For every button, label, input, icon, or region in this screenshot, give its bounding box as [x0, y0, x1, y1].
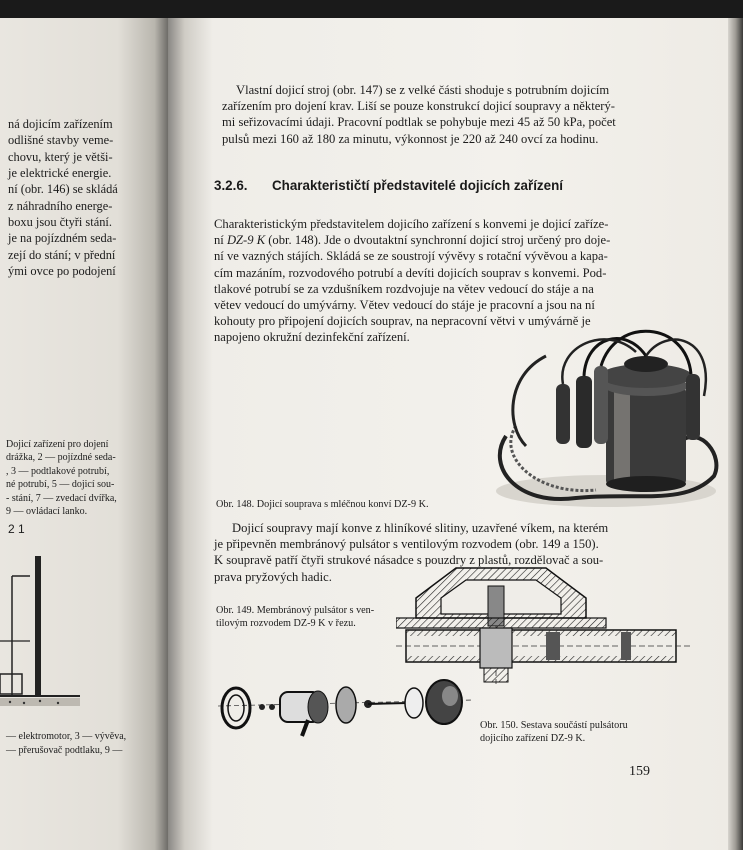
text-line: zařízením pro dojení krav. Liší se pouze konstrukcí dojicí soupravy a některý-: [222, 99, 615, 114]
left-text-line: ými ovce po podojení: [8, 264, 116, 278]
text-line: cím mazáním, rozvodového potrubí a devíti dojicích souprav s konvemi. Pod-: [214, 265, 607, 280]
milking-unit-illustration: [486, 316, 724, 512]
text-line: napojeno okružní dezinfekční zařízení.: [214, 330, 410, 345]
text-line: Charakteristickým představitelem dojicího zařízení s konvemi je dojicí zaříze-: [214, 217, 609, 231]
text-line: pulsů mezi 160 až 180 za minutu, výkonnost je 220 až 240 ovcí za hodinu.: [222, 131, 599, 146]
section-title: Charakterističtí představitelé dojicích zařízení: [272, 178, 563, 193]
left-caption-line: , 3 — podtlakové potrubí,: [6, 466, 110, 477]
text-line: větev vedoucí do umývárny. Větev vedoucí do stáje je pracovní a jsou na ní: [214, 298, 595, 313]
left-bottom-caption-line: — elektromotor, 3 — vývěva,: [6, 731, 127, 742]
left-text-line: zejí do stání; v přední: [8, 248, 116, 262]
left-caption-line: Dojicí zařízení pro dojení: [6, 439, 109, 450]
left-caption-line: - stání, 7 — zvedací dvířka,: [6, 493, 117, 504]
figure-149-caption-line: Obr. 149. Membránový pulsátor s ven-: [216, 605, 375, 616]
left-text-line: chovu, který je větši-: [8, 150, 113, 164]
text-line: [214, 232, 640, 248]
text-line: mi seřizovacími údaji. Pracovní podtlak se pohybuje mezi 45 až 50 kPa, počet: [222, 115, 616, 130]
figure-148-caption: Obr. 148. Dojicí souprava s mléčnou konví DZ-9 K.: [216, 499, 429, 510]
figure-150-caption-line: Obr. 150. Sestava součástí pulsátoru: [480, 720, 628, 731]
section-number: 3.2.6.: [214, 178, 248, 193]
figure-part-numbers: 2 1: [8, 522, 25, 536]
left-text-line: boxu jsou čtyři stání.: [8, 215, 112, 229]
left-text-line: z náhradního energe-: [8, 199, 113, 213]
left-caption-line: né potrubí, 5 — dojicí sou-: [6, 479, 115, 490]
left-text-line: ná dojicím zařízením: [8, 117, 113, 131]
text-line: K soupravě patří čtyři strukové násadce s pouzdry z plastů, rozdělovač a sou-: [214, 553, 604, 568]
left-caption-line: 9 — ovládací lanko.: [6, 506, 88, 517]
page-number: 159: [629, 764, 650, 779]
text-fragment: (obr. 148). Jde o dvoutaktní synchronní dojicí stroj určený pro doje-: [265, 233, 611, 248]
figure-150-caption-line: dojicího zařízení DZ-9 K.: [480, 733, 586, 744]
pulsator-parts-drawing: [218, 670, 473, 742]
text-line: Dojicí soupravy mají konve z hliníkové slitiny, uzavřené víkem, na kterém: [232, 521, 609, 535]
text-line: kohouty pro připojení dojicích souprav, na nepracovní větvi v umývárně je: [214, 314, 591, 329]
pulsator-cross-section-drawing: [396, 558, 692, 688]
text-line: je připevněn membránový pulsátor s ventilovým rozvodem (obr. 149 a 150).: [214, 537, 599, 552]
intro-paragraph: [222, 82, 640, 147]
left-text-line: je na pojízdném seda-: [8, 231, 117, 245]
text-line: ní ve vazných stájích. Skládá se ze soustrojí vývěvy s rotační vývěvou a kapa-: [214, 249, 608, 264]
text-line: Vlastní dojicí stroj (obr. 147) se z velké části shoduje s potrubním dojicím: [236, 83, 610, 97]
figure-149-caption-line: tilovým rozvodem DZ-9 K v řezu.: [216, 618, 356, 629]
page-edge: [728, 18, 743, 850]
left-text-line: ní (obr. 146) se skládá: [8, 182, 118, 196]
left-text-line: odlišné stavby veme-: [8, 133, 114, 147]
text-fragment: ní: [214, 233, 227, 248]
model-name: DZ-9 K: [226, 233, 266, 248]
text-line: tlakové potrubí se za vzdušníkem rozdvojuje na větev vedoucí do stáje a na: [214, 281, 594, 296]
left-text-line: je elektrické energie.: [8, 166, 112, 180]
right-page: [168, 18, 728, 850]
left-caption-line: drážka, 2 — pojízdné seda-: [6, 452, 116, 463]
left-figure-drawing: [0, 546, 160, 721]
left-page: [0, 18, 168, 850]
left-bottom-caption-line: — přerušovač podtlaku, 9 —: [6, 745, 123, 756]
text-line: prava pryžových hadic.: [214, 569, 332, 584]
